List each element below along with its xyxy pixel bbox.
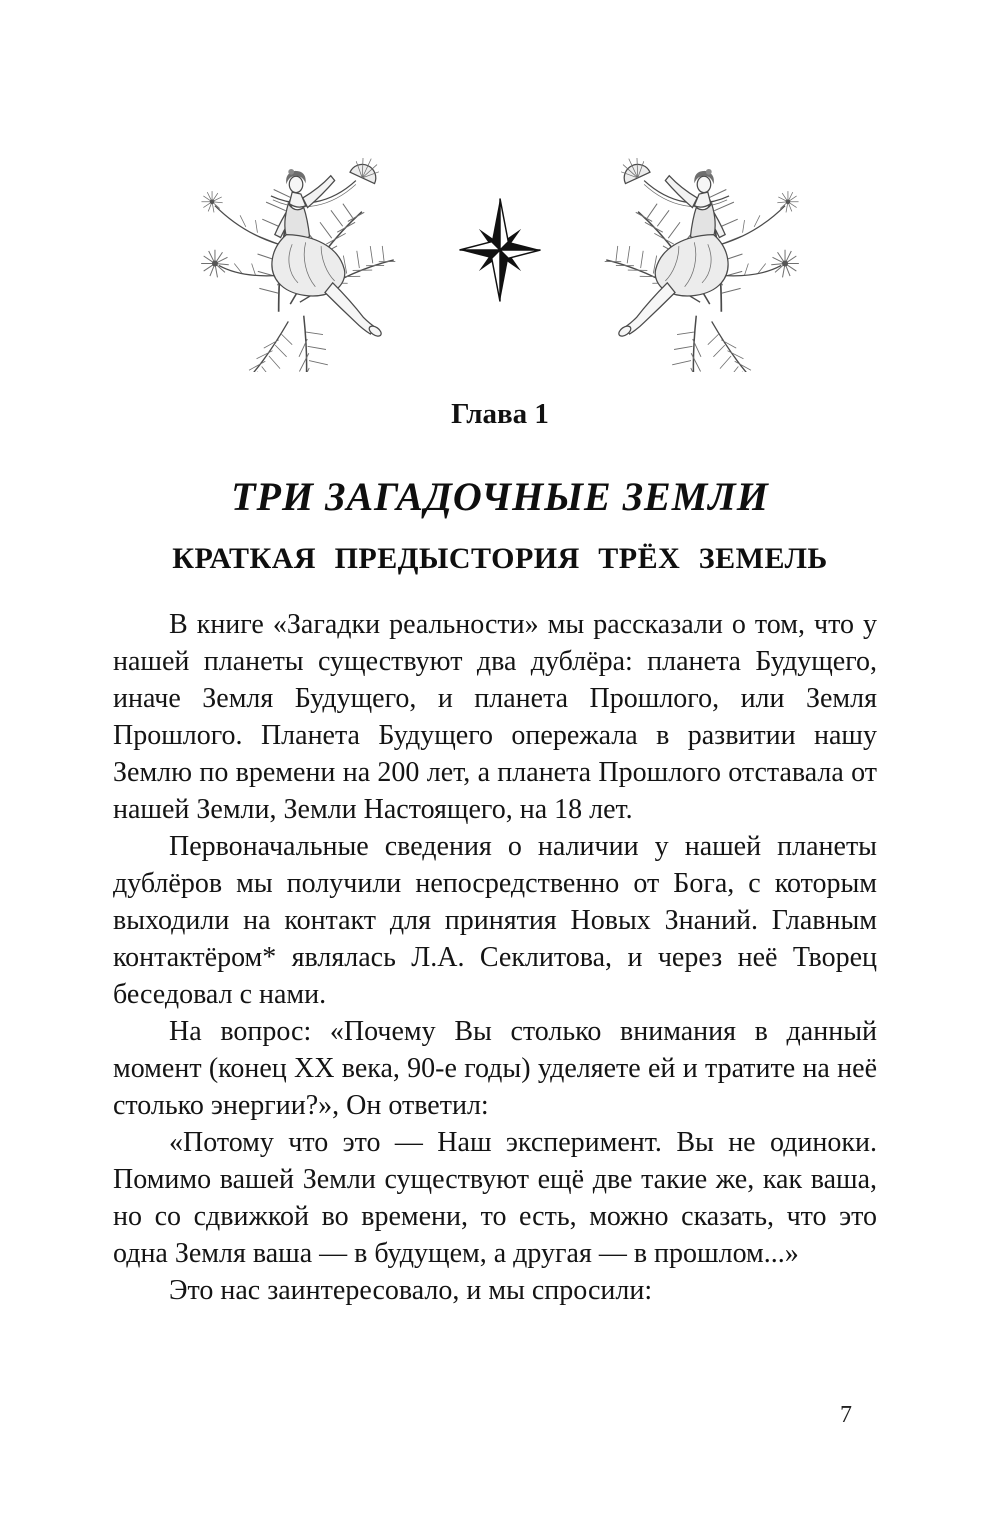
page-number: 7 — [840, 1402, 852, 1428]
page-title: ТРИ ЗАГАДОЧНЫЕ ЗЕМЛИ — [231, 474, 769, 519]
muse-ornament-left-icon — [186, 130, 408, 372]
section-subtitle: КРАТКАЯ ПРЕДЫСТОРИЯ ТРЁХ ЗЕМЕЛЬ — [172, 542, 828, 575]
header-ornament-row — [0, 130, 1000, 372]
paragraph: Первоначальные сведения о наличии у нашей планеты дублёров мы получили непосредственно от Бога, с которым выходили на контакт для принятия Новых Знаний. Главным контактёром* являлась Л.А. Секлитова, и через неё Творец беседовал с нами. — [113, 831, 877, 1010]
paragraph: «Потому что это — Наш эксперимент. Вы не одиноки. Помимо вашей Земли существуют ещё две такие же, как ваша, но со сдвижкой во времени, то есть, можно сказать, что это одна Земля ваша — в будущем, а другая — в прошлом...» — [113, 1127, 877, 1269]
paragraph: В книге «Загадки реальности» мы рассказали о том, что у нашей планеты существуют два дублёра: планета Будущего, иначе Земля Будущего, и планета Прошлого, или Земля Прошлого. Планета Будущего опережала в развитии нашу Землю по времени на 200 лет, а планета Прошлого отставала от нашей Земли, Земли Настоящего, на 18 лет. — [113, 609, 877, 825]
paragraph: На вопрос: «Почему Вы столько внимания в данный момент (конец XX века, 90-е годы) уделяете ей и тратите на неё столько энергии?», Он ответил: — [113, 1016, 877, 1121]
chapter-label: Глава 1 — [451, 398, 549, 430]
paragraph: Это нас заинтересовало, и мы спросили: — [169, 1275, 653, 1306]
compass-rose-icon — [454, 192, 546, 308]
body-text — [113, 606, 877, 1309]
muse-ornament-right-icon — [592, 130, 814, 372]
